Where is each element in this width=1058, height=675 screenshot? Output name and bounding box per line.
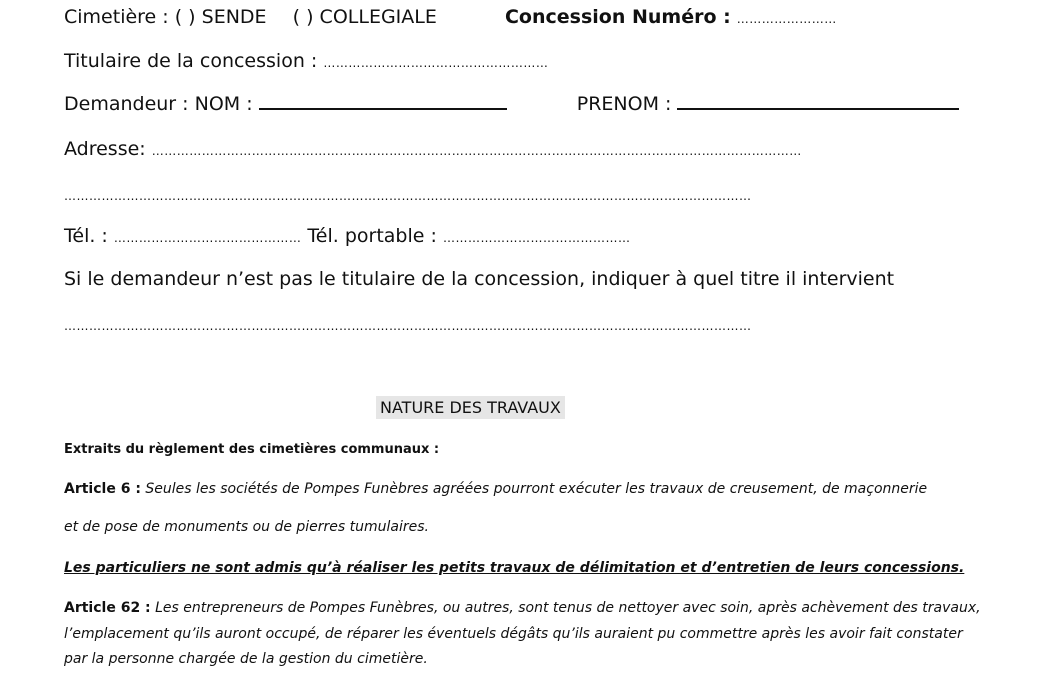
nom-field[interactable]	[259, 94, 507, 110]
address-label: Adresse:	[64, 138, 146, 160]
address-field[interactable]: …………………………………………………………………………………………………………………………………………	[151, 144, 802, 158]
article-62-text: Les entrepreneurs de Pompes Funèbres, ou autres, sont tenus de nettoyer avec soin, après achèvement des travaux,	[155, 600, 981, 616]
capacity-row	[64, 313, 752, 335]
article-6	[64, 481, 927, 497]
article-6-text-2: et de pose de monuments ou de pierres tumulaires.	[64, 519, 430, 535]
applicant-row	[64, 93, 959, 115]
applicant-label: Demandeur :	[64, 93, 189, 115]
phone-field[interactable]: ………………………………………	[113, 231, 302, 245]
article-62-text-2: l’emplacement qu’ils auront occupé, de réparer les éventuels dégâts qu’ils auraient pu commettre après les avoir fait constater	[64, 626, 963, 642]
mobile-field[interactable]: ………………………………………	[442, 231, 631, 245]
article-62-cont	[64, 626, 963, 642]
works-heading: NATURE DES TRAVAUX	[376, 396, 565, 419]
article-62	[64, 600, 981, 616]
article-62-text-3: par la personne chargée de la gestion du cimetière.	[64, 651, 428, 667]
concession-number-label: Concession Numéro :	[504, 6, 731, 28]
concession-number-field[interactable]: ……………………	[736, 12, 837, 26]
article-62-label: Article 62 :	[64, 600, 151, 616]
private-rule-text: Les particuliers ne sont admis qu’à réaliser les petits travaux de délimitation et d’entretien de leurs concessions.	[64, 560, 965, 576]
holder-row	[64, 50, 548, 72]
article-62-cont-2	[64, 651, 428, 667]
holder-label: Titulaire de la concession :	[64, 50, 318, 72]
mobile-label: Tél. portable :	[307, 225, 437, 247]
extract-title: Extraits du règlement des cimetières communaux :	[64, 442, 440, 457]
prenom-label: PRENOM :	[576, 93, 672, 115]
address-row	[64, 138, 802, 160]
phone-row	[64, 225, 630, 247]
capacity-field[interactable]: …………………………………………………………………………………………………………………………………………………	[64, 319, 752, 333]
holder-field[interactable]: ………………………………………………	[323, 56, 549, 70]
cemetery-label: Cimetière :	[64, 6, 169, 28]
nom-label: NOM :	[194, 93, 253, 115]
address-line-2	[64, 183, 752, 205]
article-6-text: Seules les sociétés de Pompes Funèbres agréées pourront exécuter les travaux de creusement, de maçonnerie	[145, 481, 928, 497]
article-6-cont	[64, 519, 429, 535]
address-field-2[interactable]: …………………………………………………………………………………………………………………………………………………	[64, 189, 752, 203]
private-rule	[64, 560, 964, 576]
article-6-label: Article 6 :	[64, 481, 141, 497]
prenom-field[interactable]	[677, 94, 959, 110]
option-collegiale[interactable]: ( ) COLLEGIALE	[292, 6, 437, 28]
cemetery-row	[64, 6, 837, 28]
option-sende[interactable]: ( ) SENDE	[174, 6, 267, 28]
phone-label: Tél. :	[64, 225, 108, 247]
capacity-question: Si le demandeur n’est pas le titulaire de la concession, indiquer à quel titre il intervient	[64, 268, 895, 290]
